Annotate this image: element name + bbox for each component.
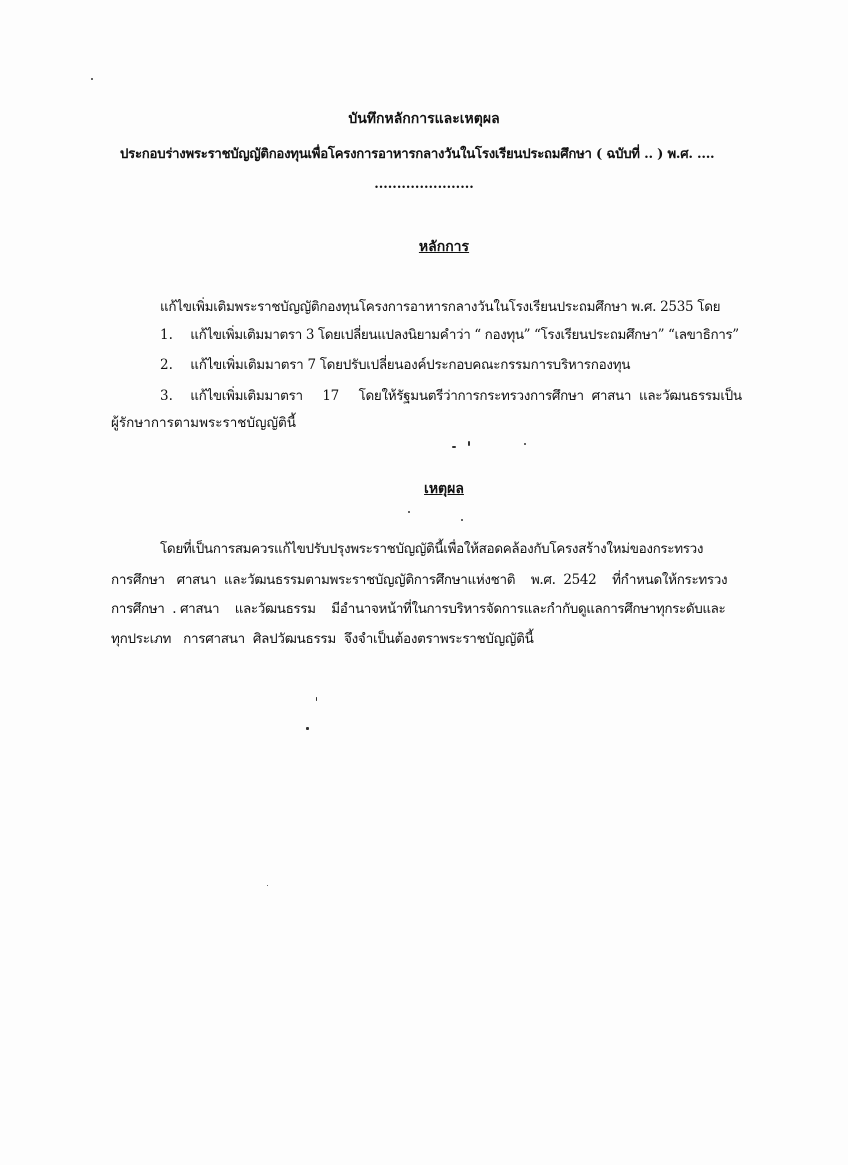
scan-speck <box>267 885 268 886</box>
principles-item-3 <box>160 387 742 405</box>
scan-speck <box>91 78 93 80</box>
document-subtitle: ประกอบร่างพระราชบัญญัติกองทุนเพื่อโครงการอาหารกลางวันในโรงเรียนประถมศึกษา ( ฉบับที่ .. ) พ.ศ. .... <box>120 147 715 162</box>
principles-intro: แก้ไขเพิ่มเติมพระราชบัญญัติกองทุนโครงการอาหารกลางวันในโรงเรียนประถมศึกษา พ.ศ. 2535 โดย <box>160 299 721 315</box>
item-number: 2. <box>160 357 173 373</box>
scan-speck <box>306 727 309 730</box>
reasons-line-4: ทุกประเภท การศาสนา ศิลปวัฒนธรรม จึงจำเป็นต้องตราพระราชบัญญัตินี้ <box>111 631 534 647</box>
scan-speck <box>524 443 526 445</box>
reasons-line-3: การศึกษา . ศาสนา และวัฒนธรรม มีอำนาจหน้าที่ในการบริหารจัดการและกำกับดูแลการศึกษาทุกระดับและ <box>111 601 726 617</box>
subtitle-dots: ...................... <box>374 177 474 192</box>
reasons-heading: เหตุผล <box>424 481 464 497</box>
reasons-line-1: โดยที่เป็นการสมควรแก้ไขปรับปรุงพระราชบัญญัตินี้เพื่อให้สอดคล้องกับโครงสร้างใหม่ของกระทรวง <box>160 541 704 557</box>
item-number: 3. <box>160 388 173 404</box>
item-number: 1. <box>160 327 173 343</box>
scan-speck <box>316 697 317 701</box>
principles-heading: หลักการ <box>418 239 470 255</box>
item-text: แก้ไขเพิ่มเติมมาตรา 17 โดยให้รัฐมนตรีว่าการกระทรวงการศึกษา ศาสนา และวัฒนธรรมเป็น <box>190 388 742 404</box>
principles-item-1 <box>160 326 739 344</box>
scan-speck <box>408 511 410 513</box>
item-text: แก้ไขเพิ่มเติมมาตรา 3 โดยเปลี่ยนแปลงนิยามคำว่า “ กองทุน” “โรงเรียนประถมศึกษา” “เลขาธิการ” <box>190 327 739 343</box>
item-text: แก้ไขเพิ่มเติมมาตรา 7 โดยปรับเปลี่ยนองค์ประกอบคณะกรรมการบริหารกองทุน <box>190 357 631 373</box>
scan-speck <box>452 446 456 448</box>
principles-continuation: ผู้รักษาการตามพระราชบัญญัตินี้ <box>111 415 297 431</box>
principles-item-2 <box>160 356 630 374</box>
document-title: บันทึกหลักการและเหตุผล <box>348 111 500 127</box>
scan-speck <box>468 441 470 446</box>
reasons-line-2: การศึกษา ศาสนา และวัฒนธรรมตามพระราชบัญญัติการศึกษาแห่งชาติ พ.ศ. 2542 ที่กำหนดให้กระทรวง <box>111 572 728 588</box>
scan-speck <box>461 519 463 521</box>
